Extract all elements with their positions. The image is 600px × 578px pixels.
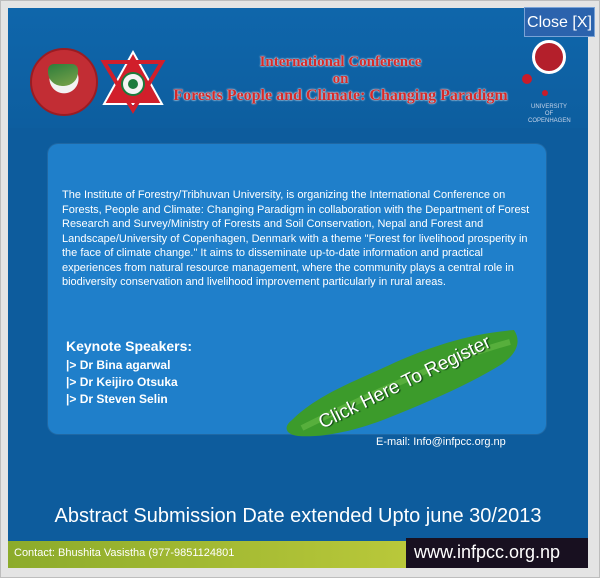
close-button[interactable]: Close [X]	[524, 7, 595, 37]
speaker-item: |> Dr Bina agarwal	[66, 358, 171, 372]
university-copenhagen-logo-icon	[532, 40, 566, 74]
abstract-deadline: Abstract Submission Date extended Upto june 30/2013	[54, 505, 542, 527]
keynote-heading: Keynote Speakers:	[66, 338, 193, 354]
decorative-dot	[522, 74, 532, 84]
university-logo-text: UNIVERSITY OF COPENHAGEN	[528, 104, 571, 124]
decorative-dot	[542, 90, 548, 96]
conference-description: The Institute of Forestry/Tribhuvan University, is organizing the International Conference on Forests, People and Climate: Changing Paradigm in collaboration with the Department of Forest Research and Survey/Ministry of Forests and Soil Conservation, Nepal and Forest and Landscape/University of Copenhagen, Denmark with a theme "Forest for livelihood prosperity in the face of climate change." It aims to disseminate up-to-date information and practical experiences from natural resource management, where the community plays a central role in biodiversity conservation and livelihood improvement particularly in rural areas.	[62, 189, 530, 288]
footer-contact-bar	[8, 541, 406, 568]
speaker-item: |> Dr Keijiro Otsuka	[66, 375, 178, 389]
register-button[interactable]	[278, 324, 528, 442]
title-line-1: International Conference	[259, 54, 422, 70]
contact-text: Contact: Bhushita Vasistha (977-9851124801	[14, 547, 235, 559]
conference-title	[168, 54, 513, 105]
speaker-item: |> Dr Steven Selin	[66, 392, 168, 406]
tribhuvan-university-logo-icon	[100, 48, 166, 114]
website-link[interactable]: www.infpcc.org.np	[414, 542, 561, 562]
title-line-3: Forests People and Climate: Changing Paradigm	[173, 87, 508, 104]
register-label: Click Here To Register	[315, 331, 495, 434]
footer-website-bar[interactable]	[406, 538, 588, 568]
title-line-2: on	[332, 71, 349, 87]
conference-poster	[8, 8, 588, 568]
nepal-emblem-icon	[30, 48, 98, 116]
contact-email: E-mail: Info@infpcc.org.np	[376, 436, 506, 448]
